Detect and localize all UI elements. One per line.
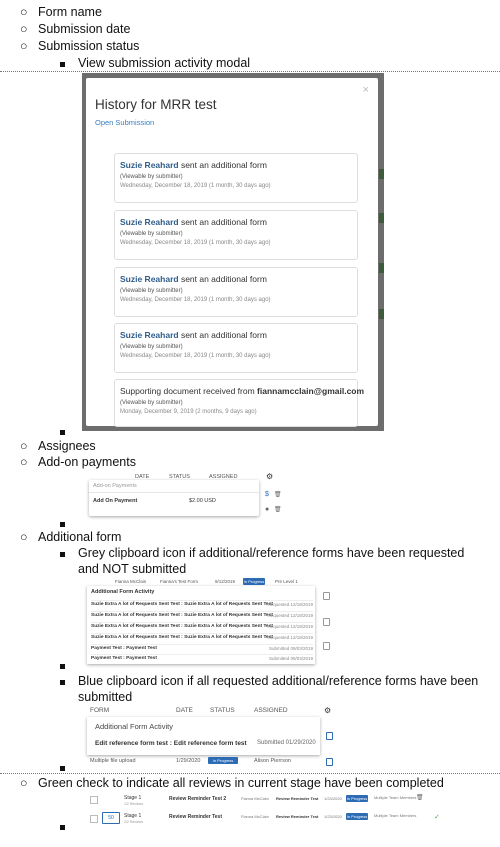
activity-row: Suzie Extra A lot of Requests Sent Test : Suzie Extra A lot of Requests Sent Test Requested 12/18/2019 [91,600,313,610]
modal-title: History for MRR test [95,97,217,112]
grey-clipboard-note-cont: and NOT submitted [78,562,187,576]
gear-icon[interactable]: ⚙ [266,472,274,481]
trash-icon[interactable]: 🗑 [274,492,282,498]
activity-row: Suzie Extra A lot of Requests Sent Test : Suzie Extra A lot of Requests Sent Test Requested 12/18/2019 [91,622,313,632]
history-modal [86,78,378,426]
info-icon[interactable]: ● [265,506,270,513]
addon-payments-screenshot: DATE STATUS ASSIGNED ⚙ Add-on Payments Add On Payment $2.00 USD $ 🗑 ● 🗑 [83,470,297,520]
table-row: 50 Stage 1 2/2 Reviews Review Reminder Test Fianna McClain Review Reminder Test 1/23/2020 In Progress Multiple Team Members ✓ [84,812,444,828]
gear-icon[interactable]: ⚙ [324,706,332,715]
close-icon[interactable]: × [362,84,369,96]
page-break-divider [0,71,500,72]
table-row: Stage 1 1/2 Reviews Review Reminder Test 2 Fianna McClain Review Reminder Test 1/23/2020 In Progress Multiple Team Members 🗑 [84,794,444,808]
grey-clipboard-icon[interactable] [323,592,330,600]
activity-row: Suzie Extra A lot of Requests Sent Test : Suzie Extra A lot of Requests Sent Test Requested 12/18/2019 [91,611,313,621]
history-entry: Suzie Reahard sent an additional form (Viewable by submitter) Wednesday, December 18, 2019 (1 month, 30 days ago) [114,210,358,260]
blue-clipboard-screenshot: FORM DATE STATUS ASSIGNED ⚙ Additional Form Activity Edit reference form test : Edit reference form test Submitted 01/29/2020 Multiple file upload 1/29/2020 In Progress Alison Pierrson [84,706,338,770]
history-modal-screenshot [82,73,384,431]
row-number[interactable]: 50 [102,812,120,824]
history-entry: Suzie Reahard sent an additional form (Viewable by submitter) Wednesday, December 18, 2019 (1 month, 30 days ago) [114,153,358,203]
green-check-screenshot [84,792,444,830]
history-entry: Suzie Reahard sent an additional form (Viewable by submitter) Wednesday, December 18, 2019 (1 month, 30 days ago) [114,323,358,373]
row-checkbox[interactable] [90,796,98,804]
history-entry: Suzie Reahard sent an additional form (Viewable by submitter) Wednesday, December 18, 2019 (1 month, 30 days ago) [114,267,358,317]
page-break-divider [0,773,500,774]
additional-form-activity-popup: Additional Form Activity Suzie Extra A lot of Requests Sent Test : Suzie Extra A lot of Requests Sent Test Requested 12/18/2019 Suzie Extra A lot of Requests Sent Test : Suzie Extra A lot of Requests Sent Test Requested 12/18/2019 Suzie Extra A lot of Requests Sent Test : Suzie Extra A lot of Requests Sent Test Requested 12/18/2019 Suzie Extra A lot of Requests Sent Test : Suzie Extra A lot of Requests Sent Test Requested 12/18/2019 Payment Test : Payment Test Submitted 09/03/2019 Payment Test : Payment Test Submitted 09/03/2019 [87,586,315,664]
grey-clipboard-icon[interactable] [323,618,330,626]
activity-row: Payment Test : Payment Test Submitted 09/03/2019 [91,654,313,664]
history-entry-document: Supporting document received from fiannamcclain@gmail.com (Viewable by submitter) Monday, December 9, 2019 (2 months, 9 days ago) [114,379,358,427]
activity-row: Payment Test : Payment Test Submitted 09/03/2019 [91,644,313,654]
grey-clipboard-icon[interactable] [323,642,330,650]
trash-icon[interactable]: 🗑 [274,507,282,513]
blue-clipboard-icon[interactable] [326,758,333,766]
activity-row: Suzie Extra A lot of Requests Sent Test : Suzie Extra A lot of Requests Sent Test Requested 12/18/2019 [91,633,313,643]
blue-clipboard-note-cont: submitted [78,690,133,704]
open-submission-link[interactable]: Open Submission [95,118,155,127]
grey-clipboard-screenshot: Fianna McClain Fianna's Test Form 9/12/2019 In Progress Pre Level 1 Additional Form Activity Suzie Extra A lot of Requests Sent Test : Suzie Extra A lot of Requests Sent Test Requested 12/18/2019 Suzie Extra A lot of Requests Sent Test : Suzie Extra A lot of Requests Sent Test Requested 12/18/2019 Suzie Extra A lot of Requests Sent Test : Suzie Extra A lot of Requests Sent Test Requested 12/18/2019 Suzie Extra A lot of Requests Sent Test : Suzie Extra A lot of Requests Sent Test Requested 12/18/2019 Payment Test : Payment Test Submitted 09/03/2019 Payment Test : Payment Test Submitted 09/03/2019 [85,578,340,668]
trash-icon[interactable]: 🗑 [416,795,424,801]
row-checkbox[interactable] [90,815,98,823]
payment-icon[interactable]: $ [265,491,269,498]
green-check-icon: ✓ [434,814,440,821]
addon-payments-popup: Add-on Payments Add On Payment $2.00 USD [89,480,259,516]
blue-clipboard-icon[interactable] [326,732,333,740]
additional-form-activity-popup: Additional Form Activity Edit reference form test : Edit reference form test Submitted 01/29/2020 [87,717,320,755]
